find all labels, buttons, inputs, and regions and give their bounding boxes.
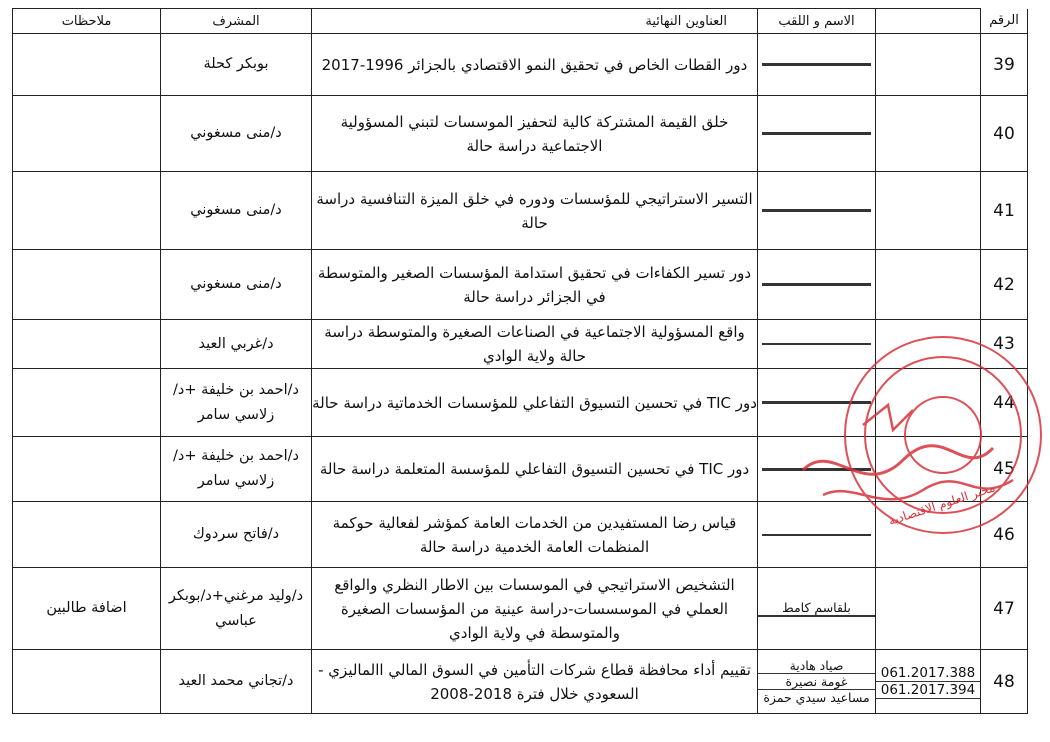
number-cell: 43 (981, 320, 1028, 369)
student-name-empty (758, 616, 875, 617)
name-cell (758, 34, 876, 96)
student-name: صياد هادية (758, 658, 875, 674)
notes-cell (13, 369, 161, 437)
number-cell: 48 (981, 650, 1028, 714)
supervisor-cell: د/فاتح سردوك (161, 502, 312, 568)
title-cell: واقع المسؤولية الاجتماعية في الصناعات الصغيرة والمتوسطة دراسة حالة ولاية الوادي (312, 320, 758, 369)
title-cell: خلق القيمة المشتركة كالية لتحفيز الموسسات لتبني المسؤولية الاجتماعية دراسة حالة (312, 96, 758, 172)
name-cell (758, 320, 876, 369)
id-cell (876, 369, 981, 437)
stamp-label: مخبر العلوم الاقتصادية (886, 480, 997, 529)
title-cell: التسير الاستراتيجي للمؤسسات ودوره في خلق الميزة التنافسية دراسة حالة (312, 172, 758, 250)
student-id: 061.2017.394 (876, 682, 980, 699)
notes-cell (13, 172, 161, 250)
notes-cell (13, 320, 161, 369)
id-cell (876, 172, 981, 250)
supervisor-cell: د/منى مسغوني (161, 250, 312, 320)
header-supervisor: المشرف (161, 9, 312, 34)
id-cell (876, 650, 981, 714)
number-cell: 45 (981, 437, 1028, 502)
table-row (13, 172, 1028, 250)
name-cell (758, 172, 876, 250)
table-row (13, 250, 1028, 320)
table-row (13, 650, 1028, 714)
notes-cell (13, 96, 161, 172)
student-name: بلقاسم كامط (758, 600, 875, 616)
name-cell (758, 650, 876, 714)
table-row (13, 369, 1028, 437)
header-number: الرقم (981, 9, 1028, 34)
name-cell (758, 437, 876, 502)
student-id: 061.2017.388 (876, 665, 980, 682)
id-cell (876, 96, 981, 172)
header-row (13, 9, 1028, 34)
notes-cell (13, 34, 161, 96)
notes-cell: اضافة طالبين (13, 568, 161, 650)
supervisor-cell: د/احمد بن خليفة +د/زلاسي سامر (161, 369, 312, 437)
title-cell: دور القطات الخاص في تحقيق النمو الاقتصادي بالجزائر 1996-2017 (312, 34, 758, 96)
id-cell (876, 320, 981, 369)
student-name: غومة نصيرة (758, 674, 875, 690)
supervisor-cell: د/غربي العيد (161, 320, 312, 369)
supervisor-cell: د/وليد مرغني+د/بوبكر عباسي (161, 568, 312, 650)
id-cell (876, 437, 981, 502)
title-cell: دور تسير الكفاءات في تحقيق استدامة المؤسسات الصغير والمتوسطة في الجزائر دراسة حالة (312, 250, 758, 320)
supervisor-cell: د/منى مسغوني (161, 96, 312, 172)
id-cell (876, 502, 981, 568)
table-row (13, 96, 1028, 172)
table-row (13, 34, 1028, 96)
title-cell: دور TIC في تحسين التسيوق التفاعلي للمؤسسة المتعلمة دراسة حالة (312, 437, 758, 502)
title-cell: التشخيص الاستراتيجي في الموسسات بين الاطار النظري والواقع العملي في الموسسسات-دراسة عينية من المؤسسات الصغيرة والمتوسطة في ولاية الوادي (312, 568, 758, 650)
number-cell: 47 (981, 568, 1028, 650)
id-cell (876, 568, 981, 650)
table-row (13, 437, 1028, 502)
results-table (12, 8, 1028, 714)
notes-cell (13, 250, 161, 320)
supervisor-cell: بوبكر كحلة (161, 34, 312, 96)
name-cell (758, 369, 876, 437)
header-name: الاسم و اللقب (758, 9, 876, 34)
number-cell: 41 (981, 172, 1028, 250)
table-row (13, 568, 1028, 650)
notes-cell (13, 650, 161, 714)
header-titles: العناوين النهائية (312, 9, 758, 34)
number-cell: 42 (981, 250, 1028, 320)
number-cell: 39 (981, 34, 1028, 96)
id-cell (876, 34, 981, 96)
notes-cell (13, 437, 161, 502)
supervisor-cell: د/احمد بن خليفة +د/زلاسي سامر (161, 437, 312, 502)
title-cell: دور TIC في تحسين التسيوق التفاعلي للمؤسسات الخدماتية دراسة حالة (312, 369, 758, 437)
table-row (13, 502, 1028, 568)
name-cell (758, 568, 876, 650)
id-cell (876, 250, 981, 320)
header-id (876, 9, 981, 34)
header-notes: ملاحظات (13, 9, 161, 34)
number-cell: 40 (981, 96, 1028, 172)
number-cell: 46 (981, 502, 1028, 568)
title-cell: تقييم أداء محافظة قطاع شركات التأمين في السوق المالي االماليزي - السعودي خلال فترة 2018-2008 (312, 650, 758, 714)
student-name: مساعيد سيدي حمزة (763, 690, 870, 705)
table-row (13, 320, 1028, 369)
supervisor-cell: د/تجاني محمد العيد (161, 650, 312, 714)
number-cell: 44 (981, 369, 1028, 437)
name-cell (758, 502, 876, 568)
title-cell: قياس رضا المستفيدين من الخدمات العامة كمؤشر لفعالية حوكمة المنظمات العامة الخدمية دراسة حالة (312, 502, 758, 568)
name-cell (758, 250, 876, 320)
supervisor-cell: د/منى مسغوني (161, 172, 312, 250)
name-cell (758, 96, 876, 172)
notes-cell (13, 502, 161, 568)
